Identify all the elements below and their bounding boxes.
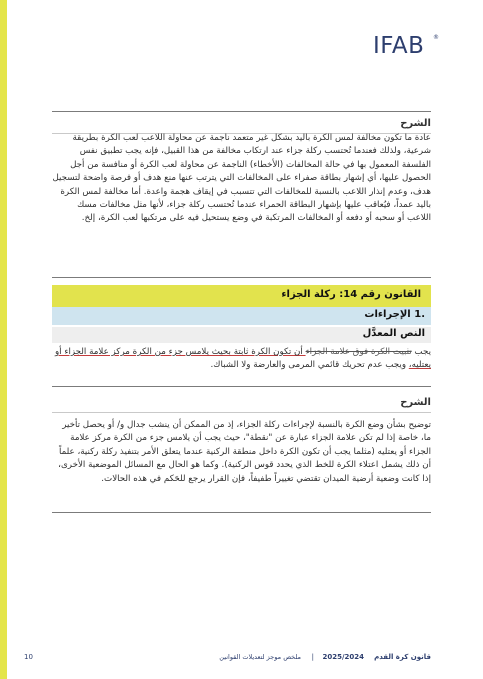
law-title-band [52, 285, 431, 307]
section-divider [52, 512, 431, 513]
amended-prefix: يجب [411, 347, 431, 357]
section-heading-explanation-1: الشرح [400, 118, 431, 129]
section-divider [52, 277, 431, 278]
left-accent-bar [0, 0, 7, 679]
amended-rest: ويجب عدم تحريك قائمي المرمى والعارضة ولا الشباك. [210, 360, 409, 371]
procedures-title: .1 الإجراءات [364, 309, 425, 320]
page-footer [24, 653, 431, 665]
footer-title: قانون كرة القدم [374, 653, 431, 661]
section-divider [52, 111, 431, 112]
footer-subtitle: ملخص موجز لتعديلات القوانين [219, 653, 301, 661]
section-divider [52, 386, 431, 387]
logo-registered-mark: ® [433, 34, 439, 41]
footer-separator: | [311, 653, 314, 661]
inserted-text: أن تكون الكرة ثابتة بحيث يلامس جزء من الكرة مركز علامة الجزاء أو يعتليه، [54, 347, 431, 371]
procedures-band [52, 307, 431, 325]
page-number: 10 [24, 653, 33, 661]
amended-title: النص المعدَّل [362, 328, 425, 339]
explanation-paragraph-1: عادة ما تكون مخالفة لمس الكرة باليد بشكل غير متعمد ناجمة عن محاولة اللاعب لعب الكرة بطريقة شرعية، ولذلك فعندما تُحتسب ركلة جزاء عند ارتكاب مخالفة من هذا القبيل، فإنه يجب تطبيق نفس الفلسفة المعمول بها في حالة المخالفات (الأخطاء) الناجمة عن محاولة لعب الكرة أو منافسة من أجل الحصول عليها، أي إشهار بطاقة صفراء على المخالفات التي يترتب عنها منع هدف أو فرصة واضحة لتسجيل هدف، وعدم إنذار اللاعب بالنسبة للمخالفات التي تتسبب في إيقاف هجمة واعدة. أما مخالفة لمس الكرة باليد عمداً، فيُعاقب عليها بإشهار البطاقة الحمراء عندما تُحتسب ركلة جزاء، لأنها مثل مخالفات مسك اللاعب أو سحبه أو دفعه أو المخالفات المرتكبة في وضع يستحيل فيه على مرتكبها لعب الكرة، إلخ. [52, 133, 431, 224]
explanation-paragraph-2: توضيح بشأن وضع الكرة بالنسبة لإجراءات ركلة الجزاء، إذ من الممكن أن ينشب جدال و/ أو يحصل تأخير ما، خاصة إذا لم تكن علامة الجزاء عبارة عن "نقطة"، حيث يجب أن يلامس جزء من الكرة مركز علامة الجزاء أو يعتليه (مثلما يجب أن تكون الكرة داخل منطقة الركنية عندما يتعلق الأمر بتنفيذ ركلة ركنية، علماً أن ذلك يشمل اعتلاء الكرة للخط الذي يحدد قوس الركنية). وكما هو الحال مع المسائل الموضعية الأخرى، إذا كانت وضعية أرضية الميدان تقتضي تغييراً طفيفاً، فإن القرار يرجع للحَكم في هذه الحالات. [58, 420, 431, 484]
section-heading-explanation-2: الشرح [400, 397, 431, 408]
heading-underline [52, 412, 431, 413]
law-title: القانون رقم 14: ركلة الجزاء [281, 289, 421, 300]
footer-season: 2025/2024 [322, 653, 364, 661]
logo-text: IFAB [373, 33, 425, 59]
deleted-text: تثبيت الكرة فوق علامة الجزاء [305, 347, 412, 357]
amended-text-band [52, 327, 431, 343]
ifab-logo [373, 33, 437, 59]
amended-paragraph [52, 346, 431, 373]
